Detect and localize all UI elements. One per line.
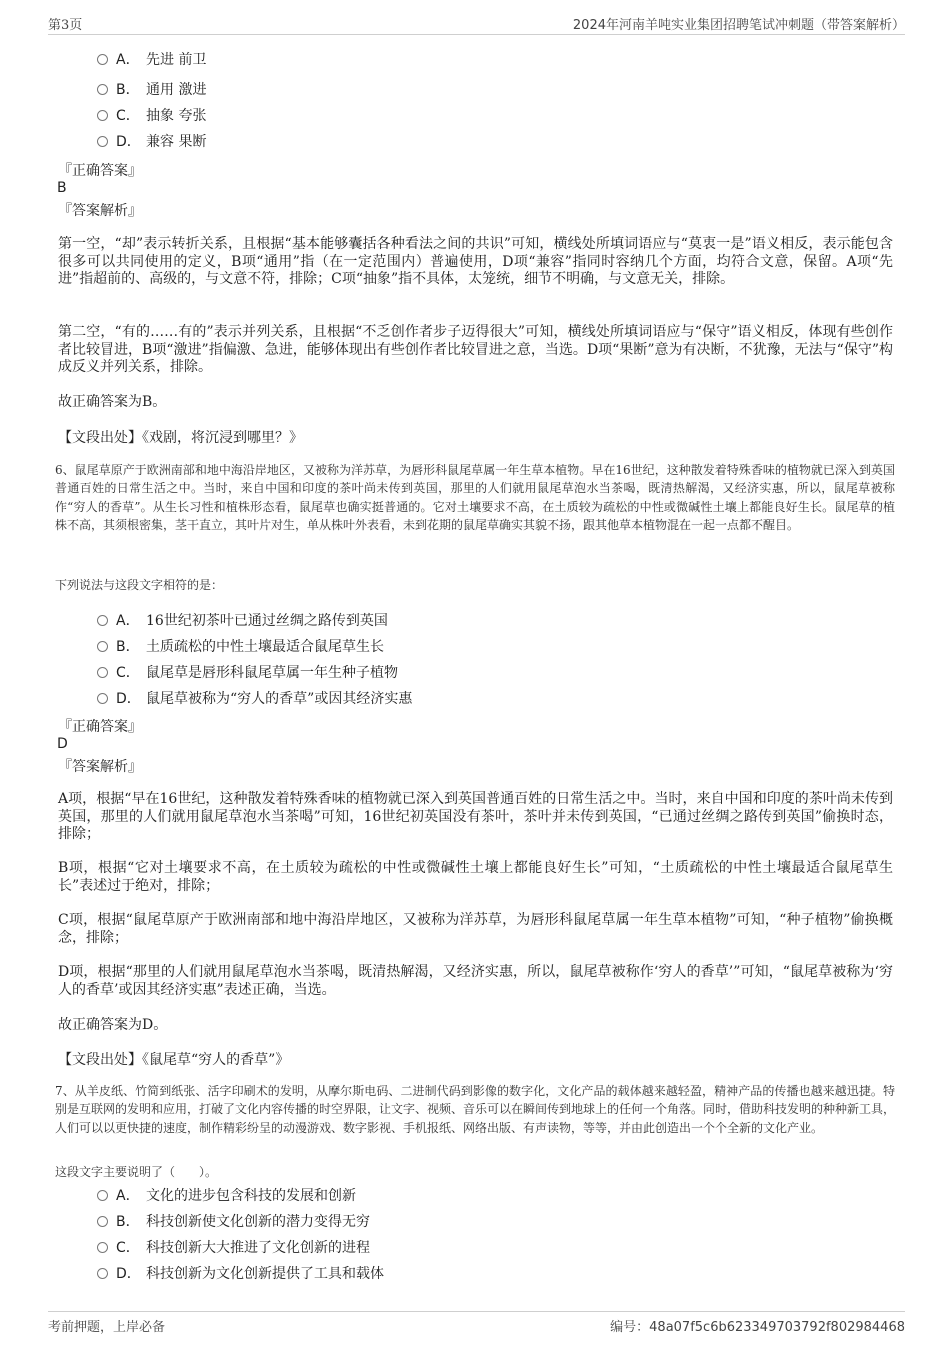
q6-passage: 6、鼠尾草原产于欧洲南部和地中海沿岸地区，又被称为洋苏草，为唇形科鼠尾草属一年生草本植物。早在16世纪，这种散发着特殊香味的植物就已深入到英国普通百姓的日常生活之中。当时，来自中国和印度的茶叶尚未传到英国，那里的人们就用鼠尾草泡水当茶喝，既清热解渴，又经济实惠，所以，鼠尾草被称作“穷人的香草”。从生长习性和植株形态看，鼠尾草也确实挺普通的。它对土壤要求不高，在土质较为疏松的中性或微碱性土壤上都能良好生长。鼠尾草的植株不高，其须根密集，茎干直立，其叶片对生，单从株叶外表看，未到花期的鼠尾草确实其貌不扬，跟其他草本植物混在一起一点都不醒目。 bbox=[55, 463, 895, 532]
q6-analysis-conclusion: 故正确答案为D。 bbox=[58, 1017, 168, 1033]
document-code-value: 48a07f5c6b623349703792f802984468 bbox=[649, 1320, 905, 1335]
q6-answer: D bbox=[57, 736, 68, 752]
q7-option-a[interactable]: A． 文化的进步包含科技的发展和创新 bbox=[97, 1187, 356, 1205]
document-code-label: 编号： bbox=[610, 1320, 650, 1335]
q5-option-b[interactable]: B． 通用 激进 bbox=[97, 81, 206, 99]
q6-analysis-b: B项，根据“它对土壤要求不高，在土质较为疏松的中性或微碱性土壤上都能良好生长”可知，“土质疏松的中性土壤最适合鼠尾草生长”表述过于绝对，排除； bbox=[58, 860, 893, 894]
q5-source: 【文段出处】《戏剧，将沉浸到哪里？》 bbox=[58, 430, 303, 446]
q6-analysis-c: C项，根据“鼠尾草原产于欧洲南部和地中海沿岸地区，又被称为洋苏草，为唇形科鼠尾草属一年生草本植物”可知，“种子植物”偷换概念，排除； bbox=[58, 912, 893, 946]
q6-analysis-label: 『答案解析』 bbox=[58, 759, 142, 775]
radio-icon[interactable] bbox=[97, 667, 108, 678]
q5-analysis-conclusion: 故正确答案为B。 bbox=[58, 394, 167, 410]
radio-icon[interactable] bbox=[97, 1242, 108, 1253]
q6-option-d[interactable]: D． 鼠尾草被称为“穷人的香草”或因其经济实惠 bbox=[97, 690, 412, 708]
q6-answer-label: 『正确答案』 bbox=[58, 719, 142, 735]
radio-icon[interactable] bbox=[97, 641, 108, 652]
page-header bbox=[48, 14, 905, 35]
q6-option-c[interactable]: C． 鼠尾草是唇形科鼠尾草属一年生种子植物 bbox=[97, 664, 398, 682]
q5-option-a[interactable]: A． 先进 前卫 bbox=[97, 51, 206, 69]
q5-analysis-p1: 第一空，“却”表示转折关系，且根据“基本能够囊括各种看法之间的共识”可知，横线处所填词语应与“莫衷一是”语义相反，表示能包含很多可以共同使用的定义，B项“通用”指（在一定范围内）普遍使用，D项“兼容”指同时容纳几个方面，均符合文意，保留。A项“先进”指超前的、高级的，与文意不符，排除；C项“抽象”指不具体，太笼统，细节不明确，与文意无关，排除。 bbox=[58, 236, 893, 287]
radio-icon[interactable] bbox=[97, 1216, 108, 1227]
document-code bbox=[610, 1316, 905, 1335]
q6-question: 下列说法与这段文字相符的是： bbox=[55, 578, 224, 592]
radio-icon[interactable] bbox=[97, 84, 108, 95]
radio-icon[interactable] bbox=[97, 54, 108, 65]
q5-option-d[interactable]: D． 兼容 果断 bbox=[97, 133, 206, 151]
radio-icon[interactable] bbox=[97, 136, 108, 147]
q6-analysis-a: A项，根据“早在16世纪，这种散发着特殊香味的植物就已深入到英国普通百姓的日常生活之中。当时，来自中国和印度的茶叶尚未传到英国，那里的人们就用鼠尾草泡水当茶喝”可知，16世纪初英国没有茶叶，茶叶并未传到英国，“已通过丝绸之路传到英国”偷换时态，排除； bbox=[58, 791, 893, 842]
q7-option-b[interactable]: B． 科技创新使文化创新的潜力变得无穷 bbox=[97, 1213, 370, 1231]
q7-passage: 7、从羊皮纸、竹简到纸张、活字印刷术的发明，从摩尔斯电码、二进制代码到影像的数字化，文化产品的载体越来越轻盈，精神产品的传播也越来越迅捷。特别是互联网的发明和应用，打破了文化内容传播的时空界限，让文字、视频、音乐可以在瞬间传到地球上的任何一个角落。同时，借助科技发明的种种新工具，人们可以以更快捷的速度，制作精彩纷呈的动漫游戏、数字影视、手机报纸、网络出版、有声读物，等等，并由此创造出一个个全新的文化产业。 bbox=[55, 1084, 896, 1135]
q6-analysis-d: D项，根据“那里的人们就用鼠尾草泡水当茶喝，既清热解渴，又经济实惠，所以，鼠尾草被称作‘穷人的香草’”可知，“鼠尾草被称为‘穷人的香草’或因其经济实惠”表述正确，当选。 bbox=[58, 964, 893, 998]
radio-icon[interactable] bbox=[97, 693, 108, 704]
radio-icon[interactable] bbox=[97, 1190, 108, 1201]
q5-analysis-p2: 第二空，“有的……有的”表示并列关系，且根据“不乏创作者步子迈得很大”可知，横线处所填词语应与“保守”语义相反，体现有些创作者比较冒进，B项“激进”指偏激、急进，能够体现出有些创作者比较冒进之意，当选。D项“果断”意为有决断，不犹豫，无法与“保守”构成反义并列关系，排除。 bbox=[58, 324, 893, 375]
q5-answer-label: 『正确答案』 bbox=[58, 163, 142, 179]
radio-icon[interactable] bbox=[97, 615, 108, 626]
q6-option-a[interactable]: A． 16世纪初茶叶已通过丝绸之路传到英国 bbox=[97, 612, 388, 630]
q5-option-c[interactable]: C． 抽象 夸张 bbox=[97, 107, 206, 125]
q5-answer: B bbox=[57, 180, 67, 196]
footer-slogan: 考前押题，上岸必备 bbox=[48, 1320, 166, 1335]
q7-option-c[interactable]: C． 科技创新大大推进了文化创新的进程 bbox=[97, 1239, 370, 1257]
document-title: 2024年河南羊吨实业集团招聘笔试冲刺题（带答案解析） bbox=[572, 18, 905, 33]
radio-icon[interactable] bbox=[97, 110, 108, 121]
q6-source: 【文段出处】《鼠尾草“穷人的香草”》 bbox=[58, 1052, 290, 1068]
radio-icon[interactable] bbox=[97, 1268, 108, 1279]
q7-question: 这段文字主要说明了（ ）。 bbox=[55, 1165, 218, 1179]
page-footer bbox=[48, 1311, 905, 1334]
q6-option-b[interactable]: B． 土质疏松的中性土壤最适合鼠尾草生长 bbox=[97, 638, 384, 656]
q5-analysis-label: 『答案解析』 bbox=[58, 203, 142, 219]
q7-option-d[interactable]: D． 科技创新为文化创新提供了工具和载体 bbox=[97, 1265, 384, 1283]
page-number: 第3页 bbox=[48, 18, 83, 33]
